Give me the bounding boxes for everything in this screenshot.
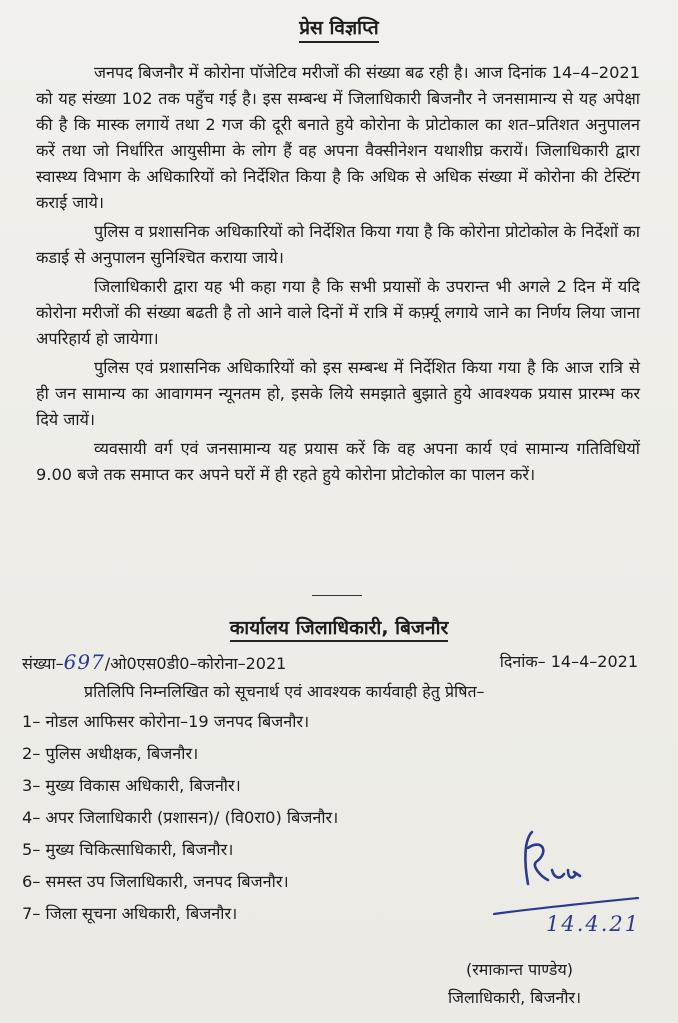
recipient-item: 5– मुख्य चिकित्साधिकारी, बिजनौर। (22, 840, 234, 859)
office-heading (0, 614, 678, 640)
press-release-title (0, 14, 678, 40)
recipient-list (22, 708, 338, 932)
recipient-item: 7– जिला सूचना अधिकारी, बिजनौर। (22, 904, 238, 923)
section-separator (312, 595, 362, 596)
recipient-item: 6– समस्त उप जिलाधिकारी, जनपद बिजनौर। (22, 872, 289, 891)
reference-date-label: दिनांक– (499, 652, 546, 671)
press-release-title-text: प्रेस विज्ञप्ति (299, 17, 379, 43)
body-paragraph: पुलिस एवं प्रशासनिक अधिकारियों को इस सम्बन्ध में निर्देशित किया गया है कि आज रात्रि से ही जन सामान्य का आवागमन न्यूनतम हो, इसके लिये समझाते बुझाते हुये आवश्यक प्रयास प्रारम्भ कर दिये जायें। (36, 358, 640, 429)
body-paragraph: व्यवसायी वर्ग एवं जनसामान्य यह प्रयास करें कि वह अपना कार्य एवं सामान्य गतिविधियों 9.00 बजे तक समाप्त कर अपने घरों में ही रहते हुये कोरोना प्रोटोकोल का पालन करें। (36, 439, 640, 484)
body-paragraph: जनपद बिजनौर में कोरोना पॉजेटिव मरीजों की संख्या बढ रही है। आज दिनांक 14–4–2021 को यह संख्या 102 तक पहुँच गई है। इस सम्बन्ध में जिलाधिकारी बिजनौर ने जनसामान्य से यह अपेक्षा की है कि मास्क लगायें तथा 2 गज की दूरी बनाते हुये कोरोना के प्रोटोकाल का शत–प्रतिशत अनुपालन करें तथा जो निर्धारित आयुसीमा के लोग हैं वह अपना वैक्सीनेशन यथाशीघ्र करायें। जिलाधिकारी द्वारा स्वास्थ्य विभाग के अधिकारियों को निर्देशित किया है कि अधिक से अधिक संख्या में कोरोना की टेस्टिंग कराई जाये। (36, 63, 640, 212)
recipient-item: 2– पुलिस अधीक्षक, बिजनौर। (22, 744, 199, 763)
reference-code: /ओ0एस0डी0–कोरोना–2021 (104, 654, 287, 673)
press-release-body (36, 60, 640, 491)
handwritten-signature (488, 818, 658, 918)
reference-date (500, 650, 638, 674)
body-paragraph: जिलाधिकारी द्वारा यह भी कहा गया है कि सभी प्रयासों के उपरान्त भी अगले 2 दिन में यदि कोरोना मरीजों की संख्या बढती है तो आने वाले दिनों में रात्रि में कर्फ़्यू लगाये जाने का निर्णय लिया जाना अपरिहार्य हो जायेगा। (36, 277, 640, 348)
handwritten-dispatch-number: 697 (63, 650, 105, 674)
signature-date: 14.4.21 (546, 912, 641, 936)
signatory-name: (रमाकान्त पाण्डेय) (466, 960, 573, 979)
signature-block (488, 818, 658, 948)
body-paragraph: पुलिस व प्रशासनिक अधिकारियों को निर्देशित किया गया है कि कोरोना प्रोटोकोल के निर्देशों का कडाई से अनुपालन सुनिश्चित कराया जाये। (36, 222, 640, 267)
office-heading-text: कार्यालय जिलाधिकारी, बिजनौर (230, 617, 449, 642)
signatory-designation: जिलाधिकारी, बिजनौर। (448, 988, 582, 1007)
reference-date-value: 14–4–2021 (550, 652, 638, 671)
recipient-item: 4– अपर जिलाधिकारी (प्रशासन)/ (वि0रा0) बिजनौर। (22, 808, 339, 827)
reference-line (22, 650, 638, 674)
reference-number (22, 650, 286, 674)
copy-forwarded-line: प्रतिलिपि निम्नलिखित को सूचनार्थ एवं आवश्यक कार्यवाही हेतु प्रेषित– (84, 682, 485, 701)
recipient-item: 3– मुख्य विकास अधिकारी, बिजनौर। (22, 776, 241, 795)
recipient-item: 1– नोडल आफिसर कोरोना–19 जनपद बिजनौर। (22, 712, 310, 731)
reference-label: संख्या– (22, 654, 64, 673)
